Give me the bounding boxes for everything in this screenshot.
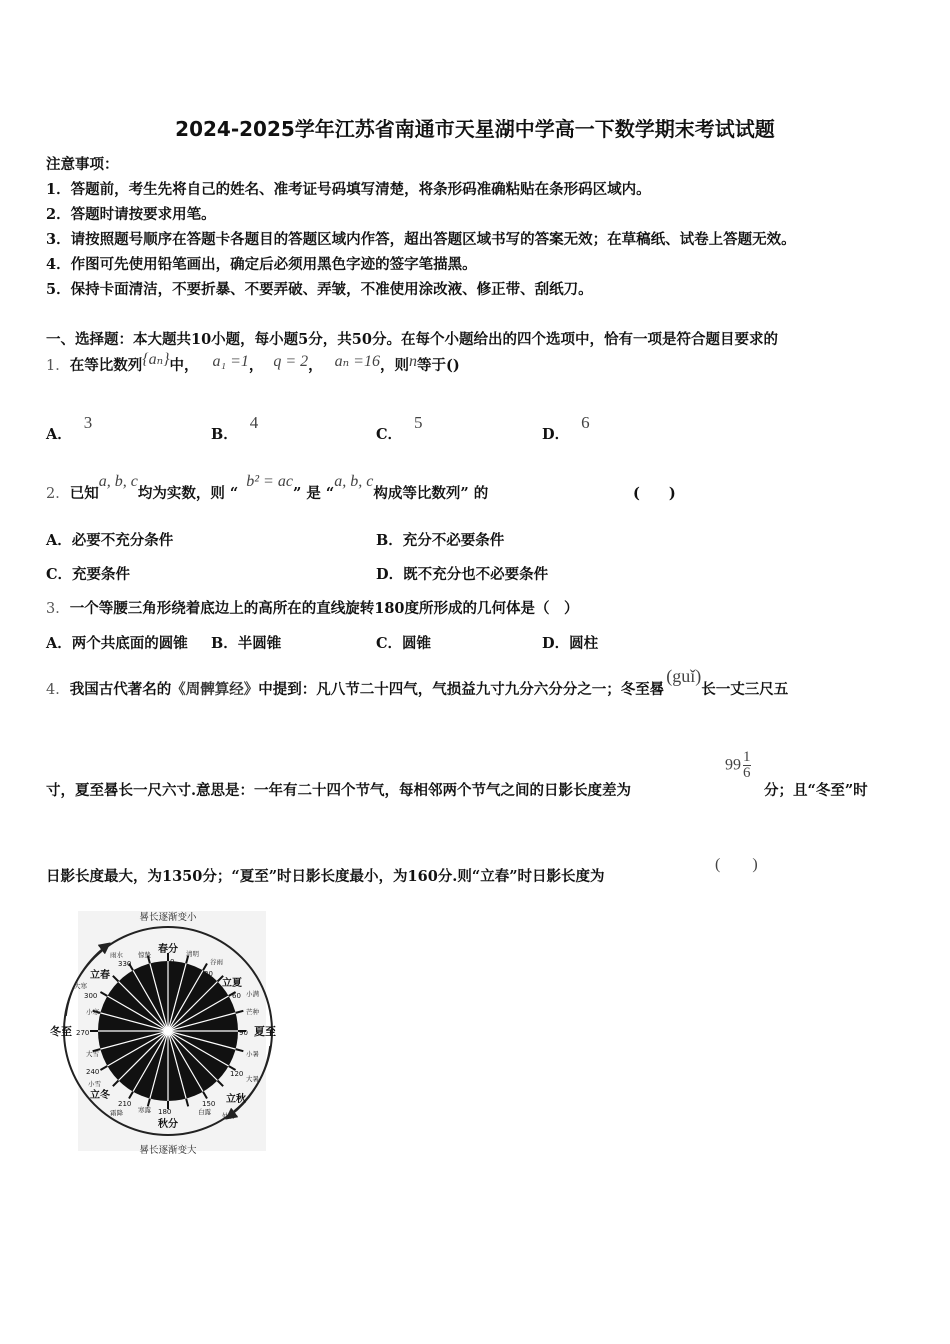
notice-item: 2．答题时请按要求用笔。 xyxy=(46,206,216,223)
question-4-line-2a: 寸，夏至晷长一尺六寸.意思是：一年有二十四个节气，每相邻两个节气之间的日影长度差为 xyxy=(46,782,632,799)
term-label: 大寒 xyxy=(74,982,87,990)
term-label: 雨水 xyxy=(110,951,123,959)
q3-option-b[interactable] xyxy=(211,632,281,653)
math-a1: a₁ =1 xyxy=(212,353,249,370)
math-seq: {aₙ} xyxy=(142,351,170,368)
option-text: 充分不必要条件 xyxy=(402,532,505,549)
number-label: 150 xyxy=(202,1100,216,1108)
option-label: A． xyxy=(46,426,72,443)
option-label: C． xyxy=(376,635,403,652)
label-lichun: 立春 xyxy=(90,970,110,981)
notice-item: 4．作图可先使用铅笔画出，确定后必须用黑色字迹的签字笔描黑。 xyxy=(46,256,477,273)
term-label: 清明 xyxy=(186,950,199,958)
option-value: 3 xyxy=(83,413,93,432)
fraction-whole: 99 xyxy=(725,756,741,774)
term-label: 芒种 xyxy=(246,1008,259,1016)
option-label: C． xyxy=(46,566,73,583)
number-label: 270 xyxy=(76,1029,90,1037)
number-label: 30 xyxy=(204,970,213,978)
label-lidong: 立冬 xyxy=(90,1090,110,1101)
option-label: D． xyxy=(542,426,570,443)
notice-item: 1．答题前，考生先将自己的姓名、准考证号码填写清楚，将条形码准确粘贴在条形码区域内。 xyxy=(46,181,651,198)
question-text: 均为实数，则 “ xyxy=(137,485,239,502)
option-text: 两个共底面的圆锥 xyxy=(71,635,188,652)
number-label: 90 xyxy=(239,1029,248,1037)
term-label: 大雪 xyxy=(86,1050,99,1058)
question-text: 长一丈三尺五 xyxy=(701,681,789,698)
q3-option-a[interactable] xyxy=(46,632,188,653)
math-condition: b² = ac xyxy=(246,473,293,490)
question-number: 4． xyxy=(46,682,70,698)
option-label: D． xyxy=(542,635,570,652)
question-text: 在等比数列 xyxy=(69,357,143,374)
option-label: B． xyxy=(376,532,403,549)
math-an: aₙ =16 xyxy=(334,353,380,370)
question-text: 已知 xyxy=(69,485,99,502)
math-vars: a, b, c xyxy=(98,473,138,490)
option-label: C． xyxy=(376,426,403,443)
label-qiufen: 秋分 xyxy=(158,1119,178,1130)
notice-item: 5．保持卡面清洁，不要折暴、不要弄破、弄皱，不准使用涂改液、修正带、刮纸刀。 xyxy=(46,281,593,298)
fraction-numerator: 1 xyxy=(743,749,751,765)
option-text: 圆柱 xyxy=(569,635,599,652)
number-label: 180 xyxy=(158,1108,172,1116)
notice-item: 3．请按照题号顺序在答题卡各题目的答题区域内作答，超出答题区域书写的答案无效；在草稿纸、试卷上答题无效。 xyxy=(46,231,796,248)
term-label: 霜降 xyxy=(110,1109,123,1117)
option-label: D． xyxy=(376,566,404,583)
center-dot xyxy=(164,1027,172,1035)
term-label: 小寒 xyxy=(86,1008,99,1016)
q1-option-a[interactable] xyxy=(46,412,216,443)
term-label: 大暑 xyxy=(246,1075,259,1083)
option-label: A． xyxy=(46,635,72,652)
question-4-line-1 xyxy=(46,666,789,698)
option-label: B． xyxy=(211,426,238,443)
question-text: ，则 xyxy=(379,357,409,374)
label-liqiu: 立秋 xyxy=(226,1094,246,1105)
book-title: 《周髀算经》 xyxy=(171,681,259,698)
question-number: 3． xyxy=(46,601,70,617)
number-label: 210 xyxy=(118,1100,132,1108)
question-text: 等于() xyxy=(416,357,460,374)
option-value: 4 xyxy=(249,413,259,432)
option-value: 6 xyxy=(581,413,590,432)
term-label: 处暑 xyxy=(222,1112,235,1120)
number-label: 120 xyxy=(230,1070,244,1078)
number-label: 60 xyxy=(232,992,241,1000)
diagram-top-caption: 晷长逐渐变小 xyxy=(139,912,197,923)
question-text: ， xyxy=(308,357,323,374)
term-label: 小雪 xyxy=(88,1080,101,1088)
label-chunfen: 春分 xyxy=(158,944,178,955)
term-label: 谷雨 xyxy=(210,958,223,966)
solar-terms-diagram xyxy=(46,906,286,1158)
option-text: 必要不充分条件 xyxy=(71,532,174,549)
number-label: 0 xyxy=(170,958,175,966)
answer-paren: ( ) xyxy=(633,485,676,502)
question-text: 一个等腰三角形绕着底边上的高所在的直线旋转180度所形成的几何体是（ ） xyxy=(69,600,579,617)
q1-option-c[interactable] xyxy=(376,412,536,443)
label-dongzhi: 冬至 xyxy=(50,1025,72,1038)
term-label: 白露 xyxy=(198,1108,211,1116)
term-label: 惊蛰 xyxy=(138,951,151,959)
question-text: 中提到：凡八节二十四气，气损益九寸九分六分分之一；冬至晷 xyxy=(258,681,665,698)
option-value: 5 xyxy=(414,413,423,432)
fraction-denominator: 6 xyxy=(743,765,751,781)
question-4-line-3: 日影长度最大，为1350分；“夏至”时日影长度最小，为160分.则“立春”时日影长度为 xyxy=(46,868,605,885)
question-text: ” 是 “ xyxy=(292,485,335,502)
q2-option-a[interactable] xyxy=(46,529,173,550)
q2-option-c[interactable] xyxy=(46,563,130,584)
pinyin: (guǐ) xyxy=(666,666,702,686)
option-label: A． xyxy=(46,532,72,549)
diagram-bottom-caption: 晷长逐渐变大 xyxy=(139,1145,197,1156)
option-text: 既不充分也不必要条件 xyxy=(403,566,549,583)
number-label: 330 xyxy=(118,960,132,968)
q2-option-b[interactable] xyxy=(376,529,504,550)
number-label: 300 xyxy=(84,992,98,1000)
q2-option-d[interactable] xyxy=(376,563,548,584)
math-n: n xyxy=(408,353,417,370)
q3-option-d[interactable] xyxy=(542,632,598,653)
question-text: 构成等比数列” 的 xyxy=(373,485,489,502)
option-text: 充要条件 xyxy=(72,566,131,583)
question-text: 中， xyxy=(169,357,199,374)
term-label: 小暑 xyxy=(246,1050,259,1058)
term-label: 小满 xyxy=(246,990,259,998)
label-xiazhi: 夏至 xyxy=(254,1025,276,1038)
answer-paren: ( ) xyxy=(715,856,758,873)
question-text: 我国古代著名的 xyxy=(69,681,172,698)
page-title: 2024-2025学年江苏省南通市天星湖中学高一下数学期末考试试题 xyxy=(175,117,775,141)
notice-heading: 注意事项： xyxy=(46,156,119,173)
option-text: 圆锥 xyxy=(402,635,432,652)
math-q: q = 2 xyxy=(273,353,309,370)
question-text: ， xyxy=(248,357,264,374)
question-number: 1． xyxy=(46,358,70,374)
section-heading: 一、选择题：本大题共10小题，每小题5分，共50分。在每个小题给出的四个选项中，恰有一项是符合题目要求的 xyxy=(46,331,778,348)
option-label: B． xyxy=(211,635,238,652)
label-lixia: 立夏 xyxy=(222,978,242,989)
q1-option-b[interactable] xyxy=(211,412,371,443)
option-text: 半圆锥 xyxy=(237,635,282,652)
question-1 xyxy=(46,351,460,375)
math-fraction xyxy=(725,750,751,781)
term-label: 寒露 xyxy=(138,1106,151,1114)
number-label: 240 xyxy=(86,1068,100,1076)
q1-option-d[interactable] xyxy=(542,412,702,443)
math-vars: a, b, c xyxy=(334,473,374,490)
question-4-line-2b: 分；且“冬至”时 xyxy=(764,782,868,799)
question-2 xyxy=(46,470,489,502)
question-3 xyxy=(46,597,579,618)
q3-option-c[interactable] xyxy=(376,632,431,653)
question-number: 2． xyxy=(46,486,70,502)
